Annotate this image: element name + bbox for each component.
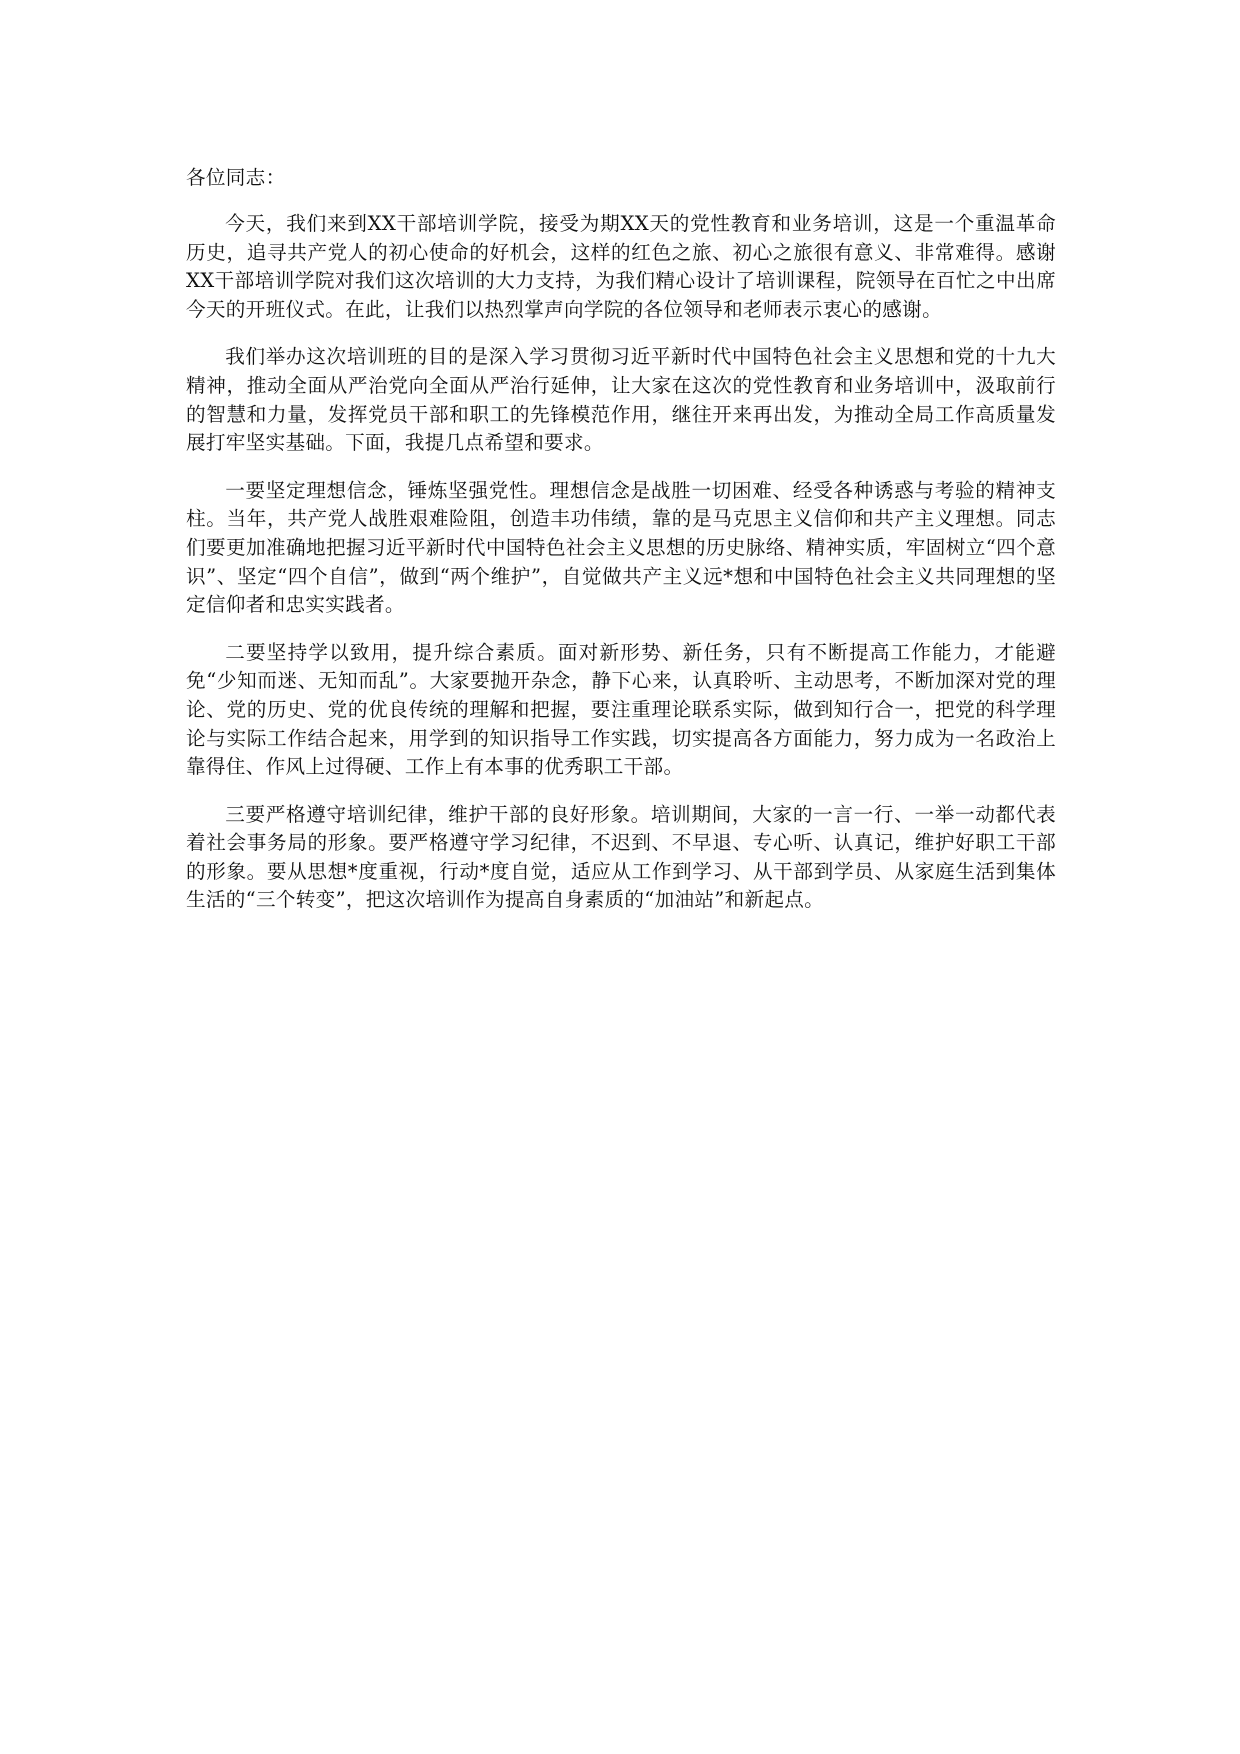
paragraph-requirement-3: 三要严格遵守培训纪律，维护干部的良好形象。培训期间，大家的一言一行、一举一动都代表着社会事务局的形象。要严格遵守学习纪律，不迟到、不早退、专心听、认真记，维护好职工干部的形象。要从思想*度重视，行动*度自觉，适应从工作到学习、从干部到学员、从家庭生活到集体生活的“三个转变”，把这次培训作为提高自身素质的“加油站”和新起点。: [186, 802, 1056, 912]
paragraph-requirement-1: 一要坚定理想信念，锤炼坚强党性。理想信念是战胜一切困难、经受各种诱惑与考验的精神支柱。当年，共产党人战胜艰难险阻，创造丰功伟绩，靠的是马克思主义信仰和共产主义理想。同志们要更加准确地把握习近平新时代中国特色社会主义思想的历史脉络、精神实质，牢固树立“四个意识”、坚定“四个自信”，做到“两个维护”，自觉做共产主义远*想和中国特色社会主义共同理想的坚定信仰者和忠实实践者。: [186, 478, 1056, 617]
salutation: 各位同志：: [186, 166, 286, 189]
paragraph-purpose: 我们举办这次培训班的目的是深入学习贯彻习近平新时代中国特色社会主义思想和党的十九大精神，推动全面从严治党向全面从严治行延伸，让大家在这次的党性教育和业务培训中，汲取前行的智慧和力量，发挥党员干部和职工的先锋模范作用，继往开来再出发，为推动全局工作高质量发展打牢坚实基础。下面，我提几点希望和要求。: [186, 345, 1056, 455]
paragraph-requirement-2: 二要坚持学以致用，提升综合素质。面对新形势、新任务，只有不断提高工作能力，才能避免“少知而迷、无知而乱”。大家要抛开杂念，静下心来，认真聆听、主动思考，不断加深对党的理论、党的历史、党的优良传统的理解和把握，要注重理论联系实际，做到知行合一，把党的科学理论与实际工作结合起来，用学到的知识指导工作实践，切实提高各方面能力，努力成为一名政治上靠得住、作风上过得硬、工作上有本事的优秀职工干部。: [186, 640, 1056, 779]
document-body: [186, 164, 1056, 934]
paragraph-opening: 今天，我们来到XX干部培训学院，接受为期XX天的党性教育和业务培训，这是一个重温革命历史，追寻共产党人的初心使命的好机会，这样的红色之旅、初心之旅很有意义、非常难得。感谢XX干部培训学院对我们这次培训的大力支持，为我们精心设计了培训课程，院领导在百忙之中出席今天的开班仪式。在此，让我们以热烈掌声向学院的各位领导和老师表示衷心的感谢。: [186, 212, 1056, 321]
